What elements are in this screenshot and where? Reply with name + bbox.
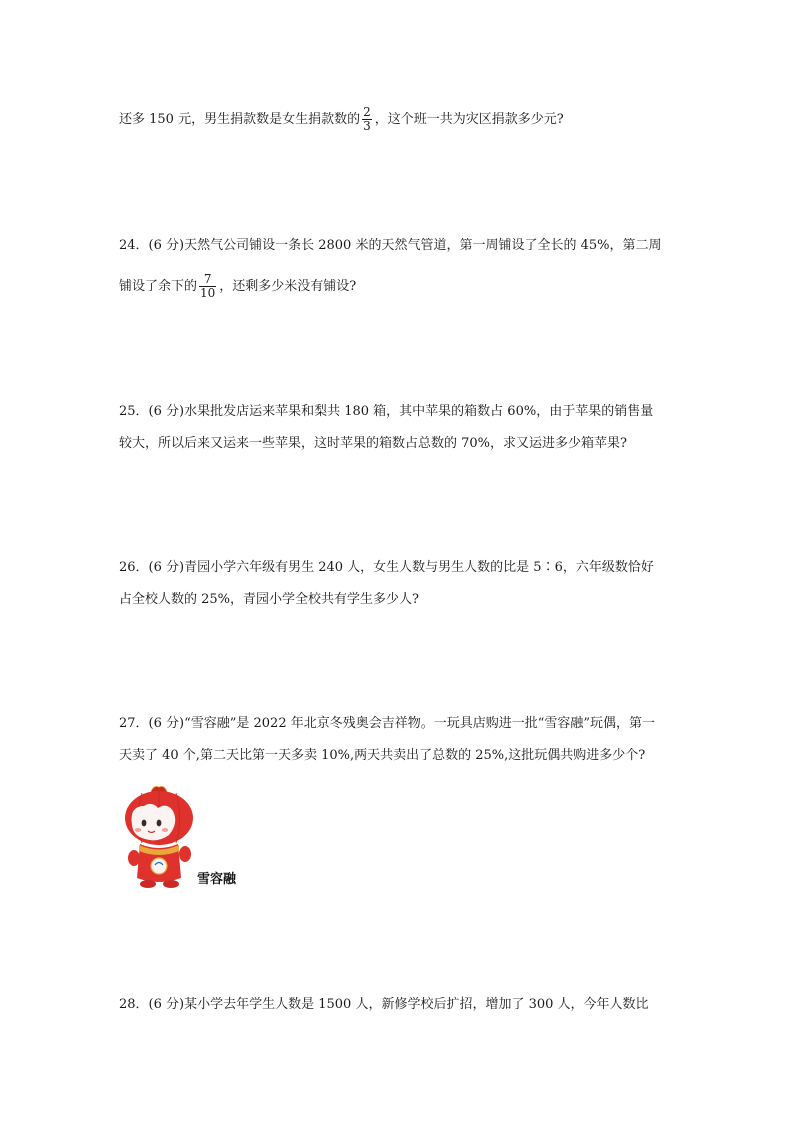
q24-fraction (199, 273, 216, 300)
q23-fraction-numerator: 2 (363, 105, 371, 119)
q27-line2: 天卖了 40 个,第二天比第一天多卖 10%,两天共卖出了总数的 25%,这批玩偶共购进多少个? (119, 748, 646, 763)
q24-line2 (119, 273, 356, 300)
q25-line2: 较大，所以后来又运来一些苹果，这时苹果的箱数占总数的 70%，求又运进多少箱苹果? (119, 436, 627, 451)
q27-line1: 27．(6 分)“雪容融”是 2022 年北京冬残奥会吉祥物。一玩具店购进一批“雪容融”玩偶，第一 (119, 716, 656, 731)
q26-line1: 26．(6 分)青园小学六年级有男生 240 人，女生人数与男生人数的比是 5∶6，六年级数恰好 (119, 560, 654, 575)
q23-line1 (119, 106, 564, 133)
q23-fraction-denominator: 3 (363, 119, 371, 133)
q23-fraction (362, 106, 372, 133)
q26-line2: 占全校人数的 25%，青园小学全校共有学生多少人? (119, 592, 419, 607)
q25-line1: 25．(6 分)水果批发店运来苹果和梨共 180 箱，其中苹果的箱数占 60%，由于苹果的销售量 (119, 404, 654, 419)
mascot-emblem (151, 858, 167, 874)
q24-fraction-denominator: 10 (200, 286, 216, 300)
mascot-image (118, 778, 200, 893)
q24-text-before: 铺设了余下的 (119, 279, 198, 294)
q23-text-after: ，这个班一共为灾区捐款多少元? (374, 112, 564, 127)
mascot-face (132, 804, 176, 840)
q24-text-after: ，还剩多少米没有铺设? (219, 279, 357, 294)
q24-line1: 24．(6 分)天然气公司铺设一条长 2800 米的天然气管道，第一周铺设了全长的 45%，第二周 (119, 238, 662, 253)
q24-fraction-numerator: 7 (199, 273, 216, 287)
q28-line1: 28．(6 分)某小学去年学生人数是 1500 人，新修学校后扩招，增加了 300 人，今年人数比 (119, 997, 649, 1012)
q23-text-before: 还多 150 元，男生捐款数是女生捐款数的 (119, 112, 361, 127)
mascot-label: 雪容融 (197, 872, 237, 887)
